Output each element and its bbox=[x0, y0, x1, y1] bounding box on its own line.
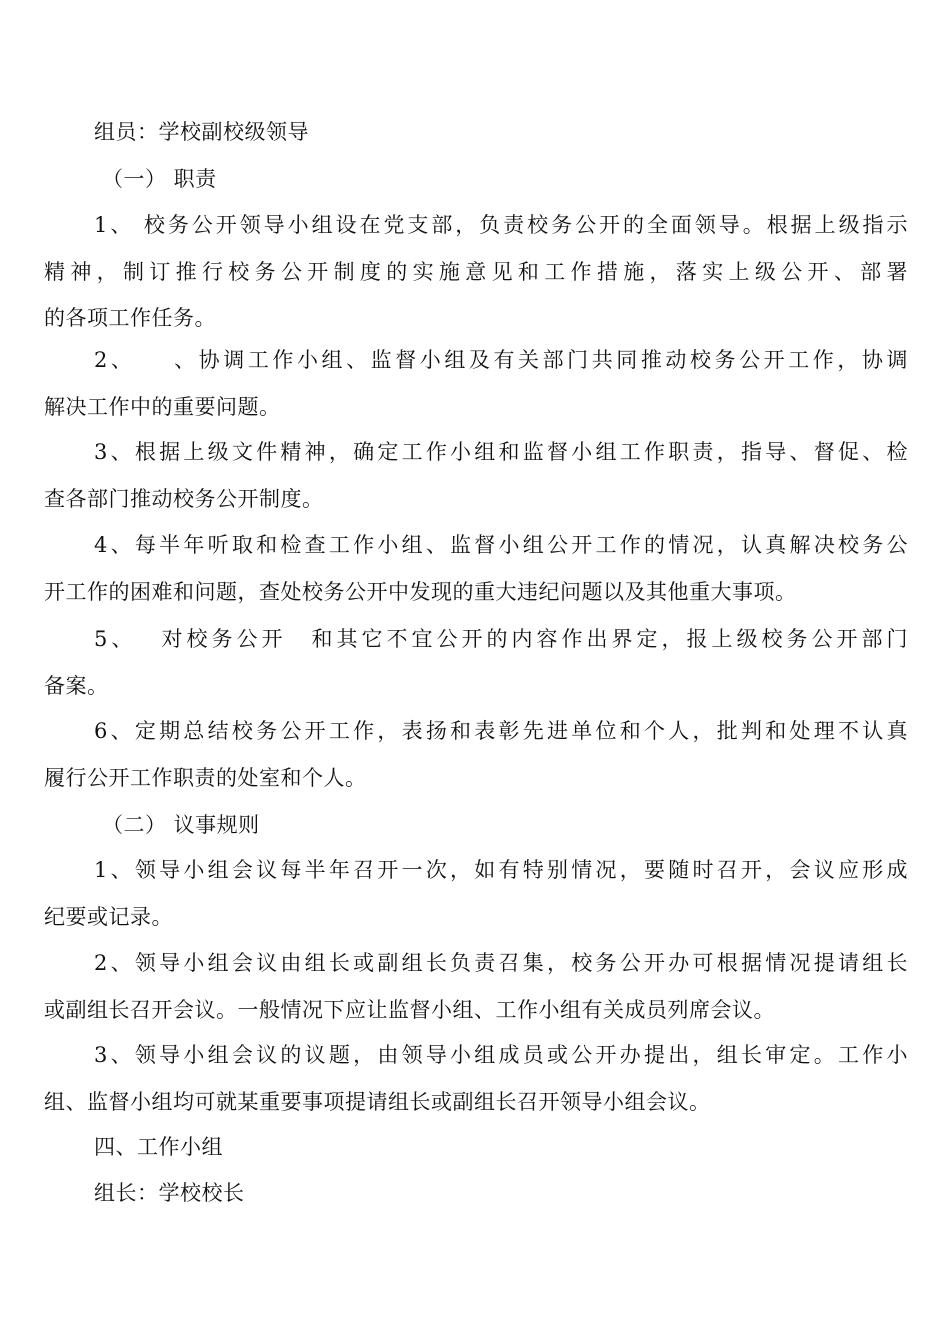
members-line bbox=[44, 109, 908, 156]
duty-paragraph-3 bbox=[44, 429, 908, 522]
paragraph-line: 1、 校务公开领导小组设在党支部，负责校务公开的全面领导。根据上级指示 bbox=[94, 213, 908, 237]
section2-heading bbox=[44, 802, 908, 849]
paragraph-line: 1、领导小组会议每半年召开一次，如有特别情况，要随时召开，会议应形成 bbox=[94, 858, 908, 882]
section4-heading bbox=[44, 1124, 908, 1171]
paragraph-line: 4、每半年听取和检查工作小组、监督小组公开工作的情况，认真解决校务公 bbox=[94, 533, 908, 557]
paragraph-line: 3、领导小组会议的议题，由领导小组成员或公开办提出，组长审定。工作小 bbox=[94, 1043, 908, 1067]
section4-heading-text: 四、工作小组 bbox=[94, 1135, 223, 1159]
rule-paragraph-2 bbox=[44, 940, 908, 1033]
duty-paragraph-2 bbox=[44, 337, 908, 430]
paragraph-line: 2、领导小组会议由组长或副组长负责召集，校务公开办可根据情况提请组长 bbox=[94, 951, 908, 975]
rule-paragraph-3 bbox=[44, 1032, 908, 1125]
paragraph-line: 纪要或记录。 bbox=[44, 904, 173, 929]
duty-paragraph-4 bbox=[44, 522, 908, 615]
paragraph-line: 开工作的困难和问题，查处校务公开中发现的重大违纪问题以及其他重大事项。 bbox=[44, 579, 797, 604]
paragraph-line: 3、根据上级文件精神，确定工作小组和监督小组工作职责，指导、督促、检 bbox=[94, 440, 908, 464]
paragraph-line: 或副组长召开会议。一般情况下应让监督小组、工作小组有关成员列席会议。 bbox=[44, 997, 775, 1022]
paragraph-line: 解决工作中的重要问题。 bbox=[44, 394, 281, 419]
members-line-text: 组员：学校副校级领导 bbox=[94, 120, 309, 144]
leader-line-text: 组长：学校校长 bbox=[94, 1181, 245, 1205]
paragraph-line: 5、 对校务公开 和其它不宜公开的内容作出界定，报上级校务公开部门 bbox=[94, 627, 908, 651]
duty-paragraph-5 bbox=[44, 616, 908, 709]
paragraph-line: 6、定期总结校务公开工作，表扬和表彰先进单位和个人，批判和处理不认真 bbox=[94, 719, 908, 743]
leader-line bbox=[44, 1170, 908, 1217]
paragraph-line: 履行公开工作职责的处室和个人。 bbox=[44, 765, 367, 790]
rule-paragraph-1 bbox=[44, 847, 908, 940]
paragraph-line: 2、 、协调工作小组、监督小组及有关部门共同推动校务公开工作，协调 bbox=[94, 348, 908, 372]
paragraph-line: 的各项工作任务。 bbox=[44, 306, 216, 330]
section1-heading-text: （一） 职责 bbox=[102, 167, 217, 191]
section1-heading bbox=[44, 156, 908, 203]
section2-heading-text: （二） 议事规则 bbox=[102, 813, 260, 837]
paragraph-line: 备案。 bbox=[44, 673, 109, 698]
duty-paragraph-1 bbox=[44, 202, 908, 342]
paragraph-line: 组、监督小组均可就某重要事项提请组长或副组长召开领导小组会议。 bbox=[44, 1089, 711, 1114]
duty-paragraph-6 bbox=[44, 708, 908, 801]
paragraph-line: 精神，制订推行校务公开制度的实施意见和工作措施，落实上级公开、部署 bbox=[44, 259, 908, 284]
paragraph-line: 查各部门推动校务公开制度。 bbox=[44, 486, 324, 511]
